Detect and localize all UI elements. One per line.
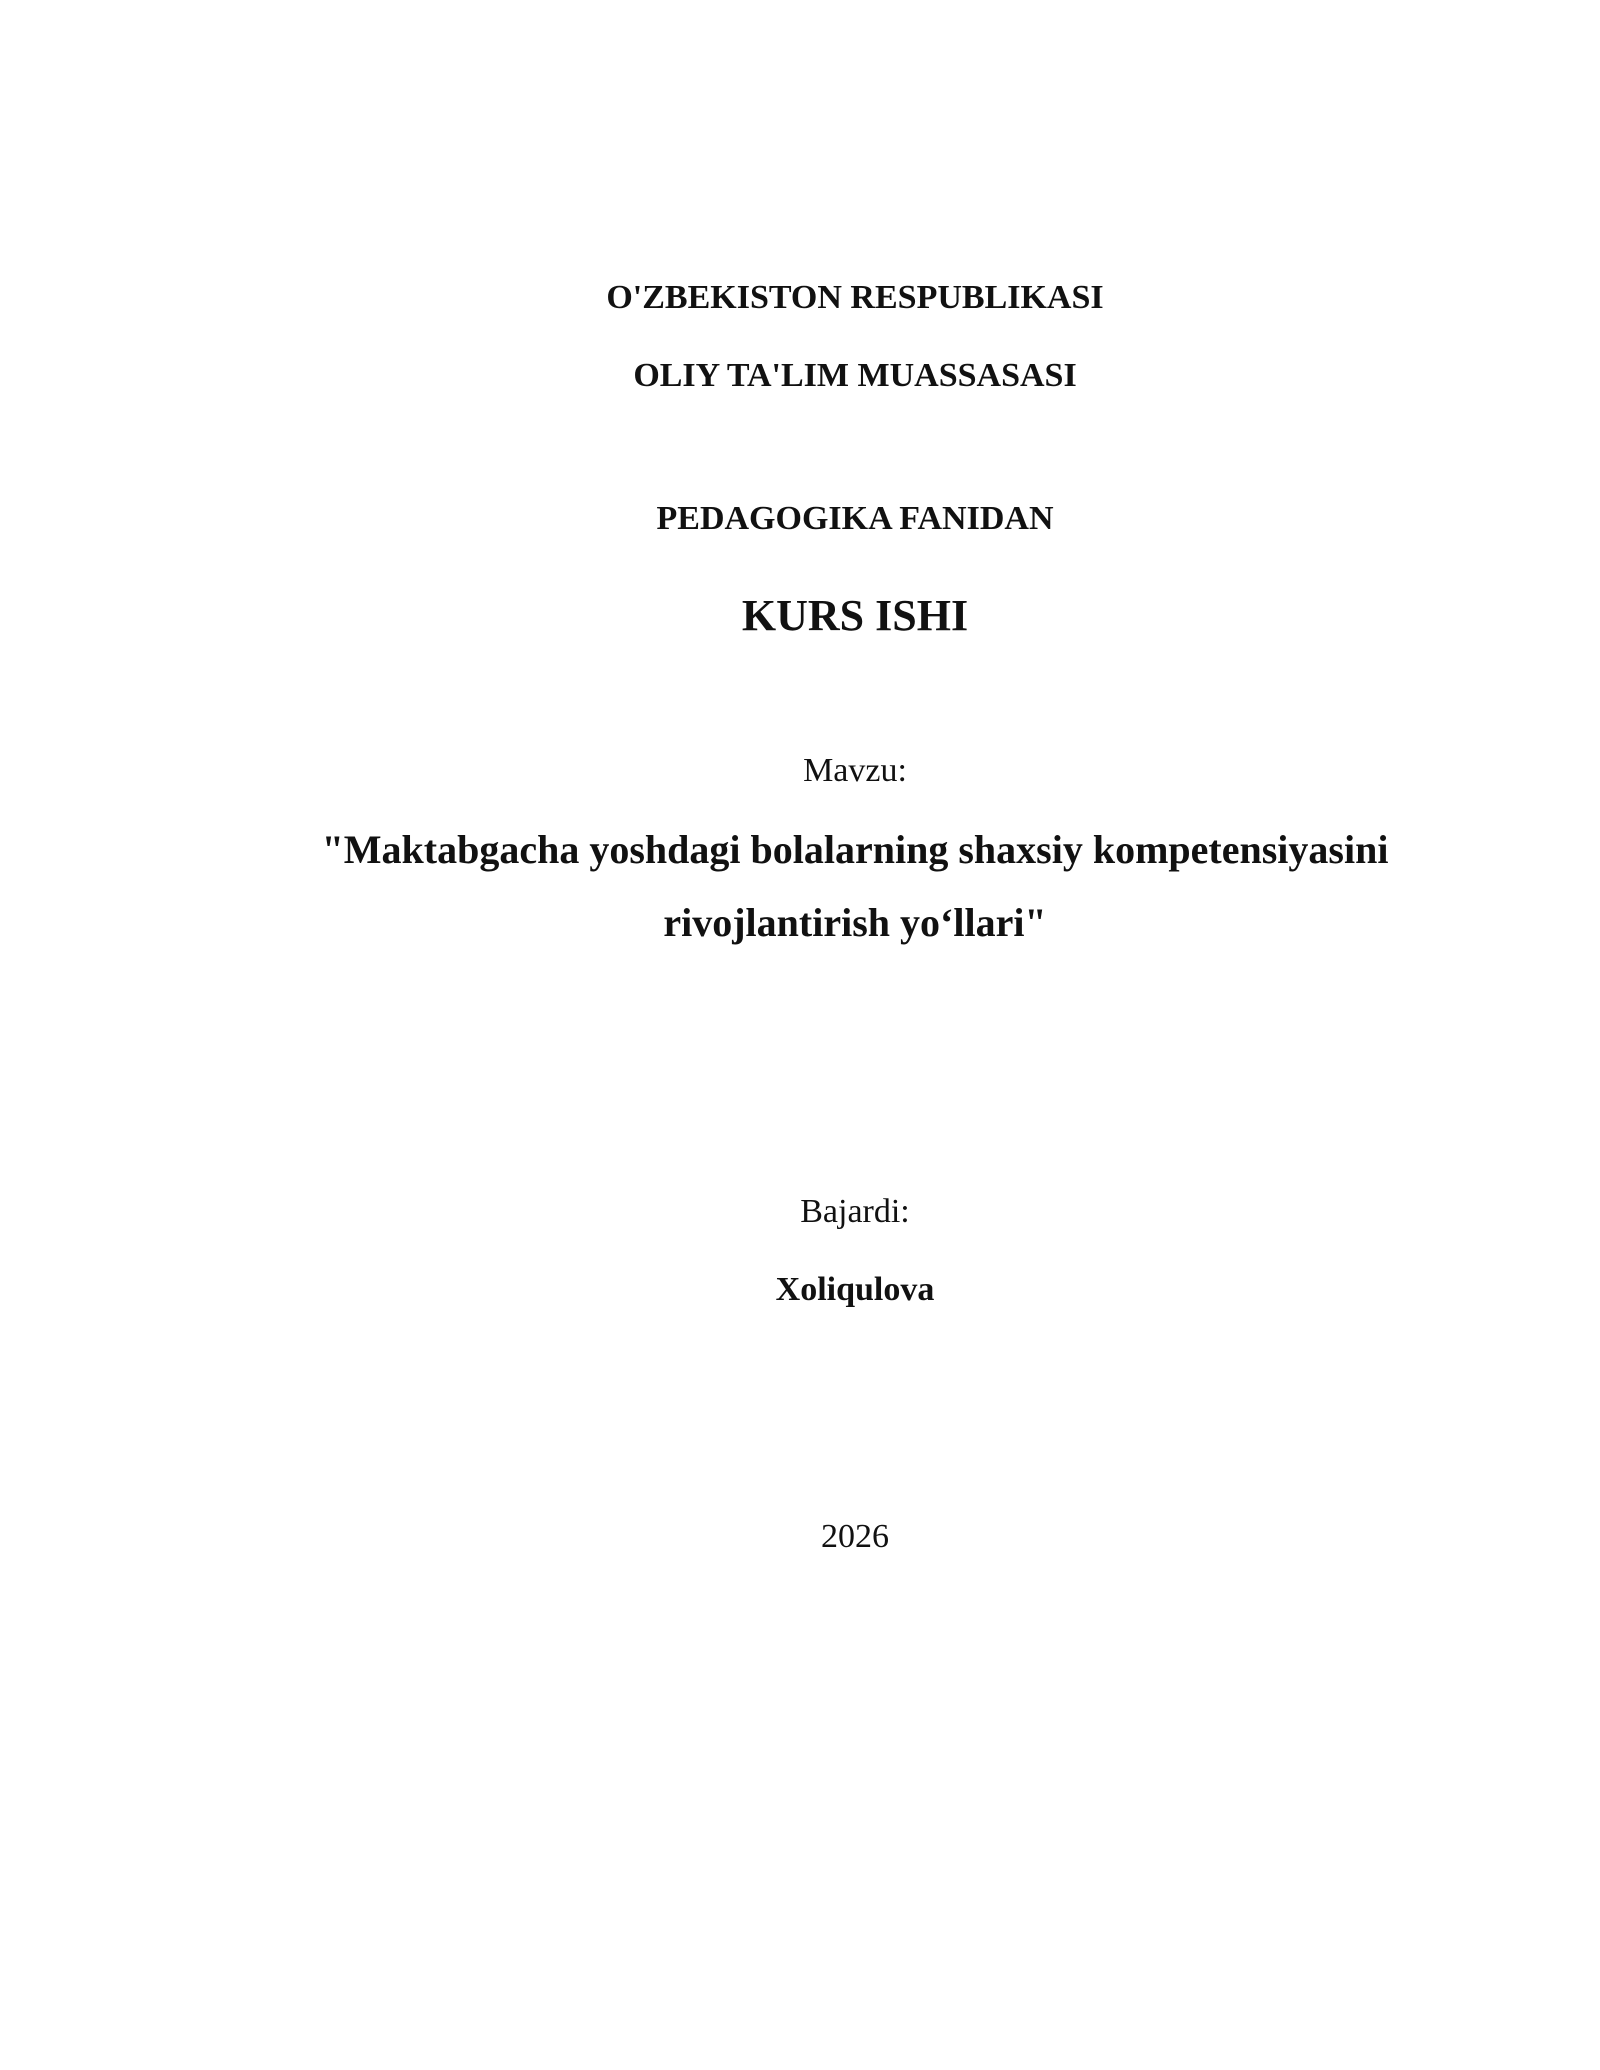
year: 2026 <box>821 1518 889 1555</box>
topic-label: Mavzu: <box>803 752 907 789</box>
subject-heading: PEDAGOGIKA FANIDAN <box>656 500 1054 537</box>
institution-heading: OLIY TA'LIM MUASSASASI <box>633 357 1077 394</box>
topic-title-line-2: rivojlantirish yo‘llari" <box>663 900 1047 945</box>
author-label: Bajardi: <box>800 1193 910 1230</box>
author-name: Xoliqulova <box>775 1271 935 1308</box>
republic-heading: O'ZBEKISTON RESPUBLIKASI <box>606 279 1104 316</box>
work-type-title: KURS ISHI <box>741 591 969 640</box>
topic-title-line-1: "Maktabgacha yoshdagi bolalarning shaxsiy kompetensiyasini <box>321 827 1389 872</box>
